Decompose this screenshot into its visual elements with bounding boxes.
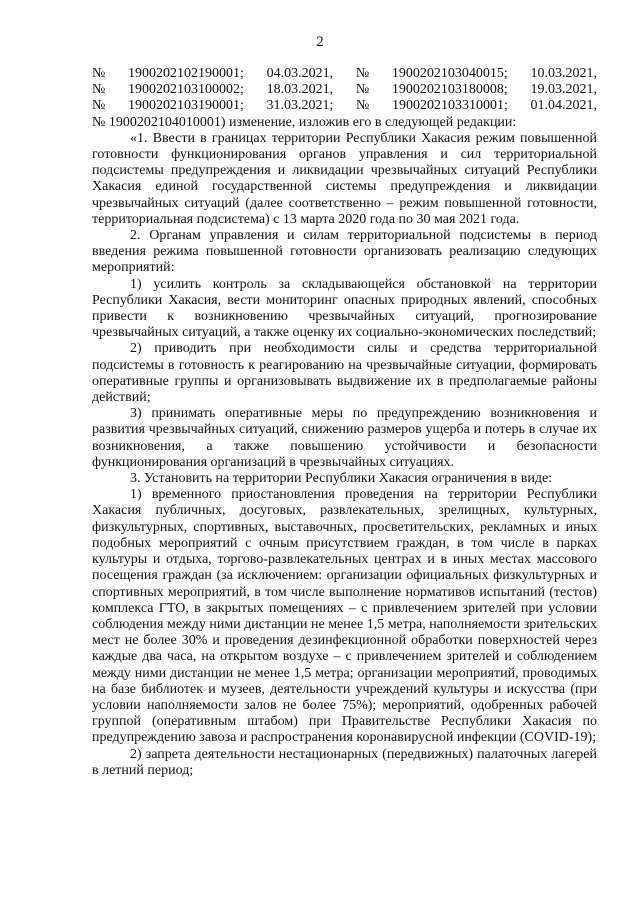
- number-sign: №: [92, 98, 106, 114]
- reference-date: 10.03.2021,: [530, 66, 597, 81]
- reference-date: 18.03.2021,: [266, 82, 334, 98]
- reference-number: 1900202103180008;: [391, 82, 508, 98]
- paragraph-subpoint-2-3: 3) принимать оперативные меры по предупреждению возникновения и развития чрезвычайных ситуаций, снижению размеров ущерба и потерь в случае их возникновения, а также повышению устойчивости и безопасности функционирования организаций в чрезвычайных ситуациях.: [92, 406, 597, 470]
- reference-tail: № 1900202104010001) изменение, изложив его в следующей редакции:: [92, 114, 517, 130]
- number-sign: №: [92, 66, 106, 81]
- reference-date: 04.03.2021,: [266, 66, 334, 81]
- reference-number: 1900202103190001;: [127, 98, 244, 114]
- reference-date: 19.03.2021,: [530, 82, 597, 98]
- reference-number: 1900202102190001;: [128, 66, 244, 81]
- paragraph-point-2: 2. Органам управления и силам территориальной подсистемы в период введения режима повышенной готовности организовать реализацию следующих мероприятий:: [92, 228, 597, 276]
- reference-row: [92, 82, 597, 98]
- paragraph-subpoint-3-2: 2) запрета деятельности нестационарных (передвижных) палаточных лагерей в летний период;: [92, 746, 597, 778]
- reference-row: [92, 66, 597, 82]
- paragraph-point-1: «1. Ввести в границах территории Республики Хакасия режим повышенной готовности функционирования органов управления и сил территориальной подсистемы предупреждения и ликвидации чрезвычайных ситуаций Республики Хакасия единой государственной системы предупреждения и ликвидации чрезвычайных ситуаций (далее соответственно – режим повышенной готовности, территориальная подсистема) с 13 марта 2020 года по 30 мая 2021 года.: [92, 130, 597, 227]
- reference-number: 1900202103310001;: [391, 98, 508, 114]
- reference-number: 1900202103040015;: [391, 66, 508, 81]
- paragraph-subpoint-2-2: 2) приводить при необходимости силы и средства территориальной подсистемы в готовность к реагированию на чрезвычайные ситуации, формировать оперативные группы и организовывать выдвижение их в предполагаемые районы действий;: [92, 341, 597, 406]
- paragraph-subpoint-3-1: 1) временного приостановления проведения на территории Республики Хакасия публичных, досуговых, развлекательных, зрелищных, культурных, физкультурных, спортивных, выставочных, просветительских, рекламных и иных подобных мероприятий с очным присутствием граждан, в том числе в парках культуры и отдыха, торгово-развлекательных центрах и в иных местах массового посещения граждан (за исключением: организации официальных физкультурных и спортивных мероприятий, в том числе выполнение нормативов испытаний (тестов) комплекса ГТО, в закрытых помещениях – с привлечением зрителей при условии соблюдения между ними дистанции не менее 1,5 метра, наполняемости зрительских мест не более 30% и проведения дезинфекционной обработки поверхностей через каждые два часа, на открытом воздухе – с привлечением зрителей и соблюдением между ними дистанции не менее 1,5 метра; организации мероприятий, проводимых на базе библиотек и музеев, деятельности учреждений культуры и искусства (при условии наполняемости залов не более 75%); мероприятий, одобренных рабочей группой (оперативным штабом) при Правительстве Республики Хакасия по предупреждению завоза и распространения коронавирусной инфекции (COVID-19);: [92, 487, 597, 746]
- reference-date: 01.04.2021,: [530, 98, 597, 114]
- reference-date: 31.03.2021;: [266, 98, 334, 114]
- reference-row: [92, 98, 597, 114]
- paragraph-point-3: 3. Установить на территории Республики Хакасия ограничения в виде:: [130, 471, 553, 487]
- paragraph-subpoint-2-1: 1) усилить контроль за складывающейся обстановкой на территории Республики Хакасия, вести мониторинг опасных природных явлений, способных привести к возникновению чрезвычайных ситуаций, прогнозирование чрезвычайных ситуаций, а также оценку их социально-экономических последствий;: [92, 276, 597, 341]
- reference-number: 1900202103100002;: [128, 82, 244, 98]
- number-sign: №: [92, 82, 106, 98]
- page-number: 2: [316, 34, 324, 50]
- number-sign: №: [355, 66, 370, 81]
- number-sign: №: [355, 98, 370, 114]
- number-sign: №: [355, 82, 370, 98]
- document-body: [92, 66, 597, 779]
